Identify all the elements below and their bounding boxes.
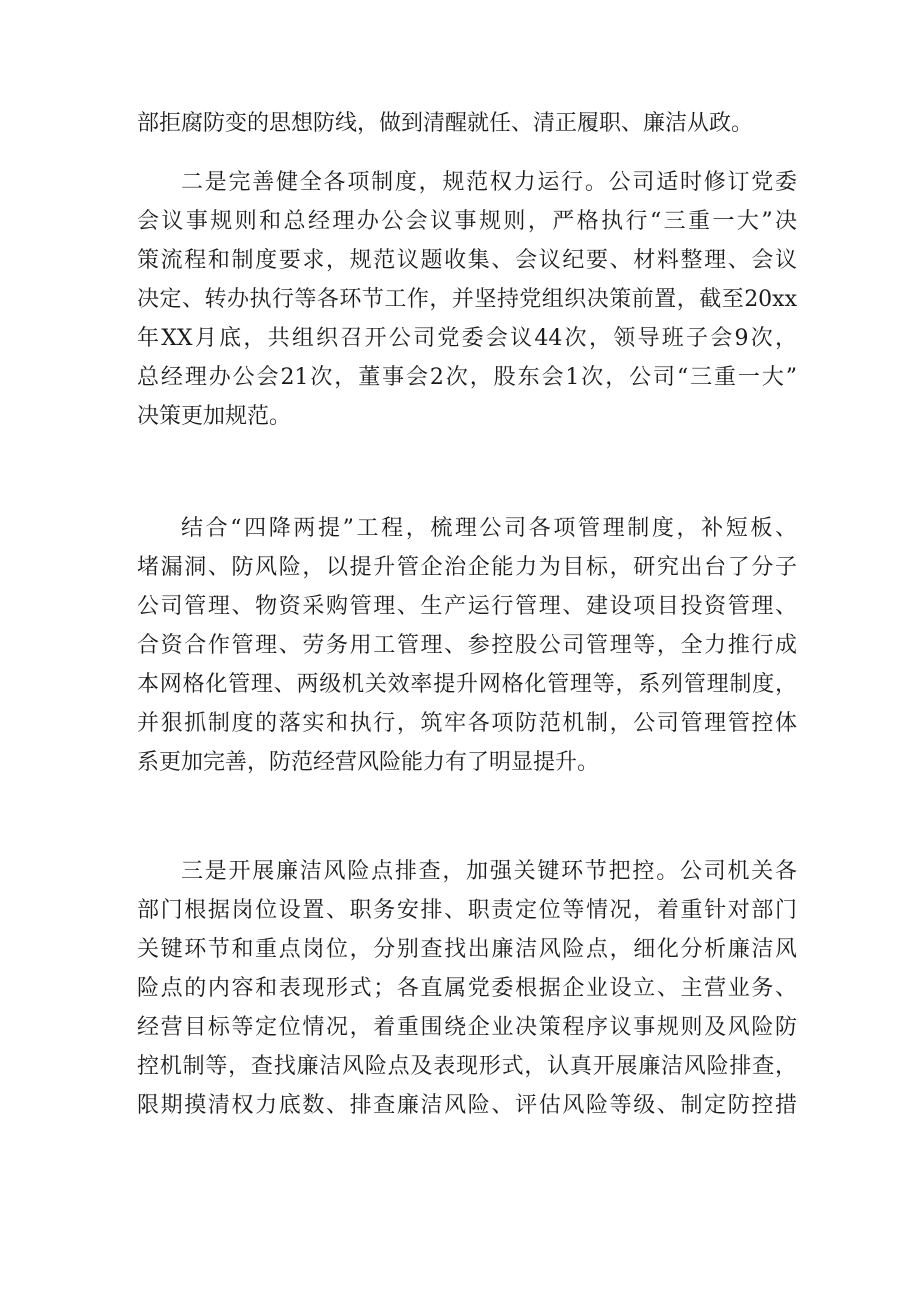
paragraph-4-risk-screening — [137, 852, 797, 1125]
text-line: 限期摸清权力底数、排查廉洁风险、评估风险等级、制定防控措 — [137, 1093, 797, 1118]
text-line: 二是完善健全各项制度，规范权力运行。公司适时修订党委 — [181, 170, 797, 195]
text-line: 总经理办公会21次，董事会2次，股东会1次，公司“三重一大” — [137, 365, 797, 390]
paragraph-2-system-rules — [137, 163, 797, 436]
text-line: 结合“四降两提”工程，梳理公司各项管理制度，补短板、 — [181, 516, 797, 541]
text-line: 关键环节和重点岗位，分别查找出廉洁风险点，细化分析廉洁风 — [137, 937, 797, 962]
text-line: 并狠抓制度的落实和执行，筑牢各项防范机制，公司管理管控体 — [137, 711, 797, 736]
text-line: 经营目标等定位情况，着重围绕企业决策程序议事规则及风险防 — [137, 1015, 797, 1040]
text-line: 三是开展廉洁风险点排查，加强关键环节把控。公司机关各 — [181, 859, 797, 884]
text-line: 部门根据岗位设置、职务安排、职责定位等情况，着重针对部门 — [137, 898, 797, 923]
text-line: 策流程和制度要求，规范议题收集、会议纪要、材料整理、会议 — [137, 248, 797, 273]
text-line: 系更加完善，防范经营风险能力有了明显提升。 — [137, 750, 600, 775]
text-line: 会议事规则和总经理办公会议事规则，严格执行“三重一大”决 — [137, 209, 797, 234]
text-line: 决定、转办执行等各环节工作，并坚持党组织决策前置，截至20xx — [137, 287, 797, 312]
text-line: 公司管理、物资采购管理、生产运行管理、建设项目投资管理、 — [137, 594, 797, 619]
text-line: 年XX月底，共组织召开公司党委会议44次，领导班子会9次， — [137, 326, 797, 351]
text-line: 险点的内容和表现形式；各直属党委根据企业设立、主营业务、 — [137, 976, 797, 1001]
text-line: 决策更加规范。 — [137, 404, 292, 429]
text-line: 控机制等，查找廉洁风险点及表现形式，认真开展廉洁风险排查， — [137, 1054, 797, 1079]
text-line: 合资合作管理、劳务用工管理、参控股公司管理等，全力推行成 — [137, 633, 797, 658]
text-line: 部拒腐防变的思想防线，做到清醒就任、清正履职、廉洁从政。 — [137, 111, 754, 136]
text-line: 堵漏洞、防风险，以提升管企治企能力为目标，研究出台了分子 — [137, 555, 797, 580]
paragraph-3-management-system — [137, 509, 797, 782]
text-line: 本网格化管理、两级机关效率提升网格化管理等，系列管理制度， — [137, 672, 797, 697]
paragraph-1-continuation — [137, 104, 797, 143]
